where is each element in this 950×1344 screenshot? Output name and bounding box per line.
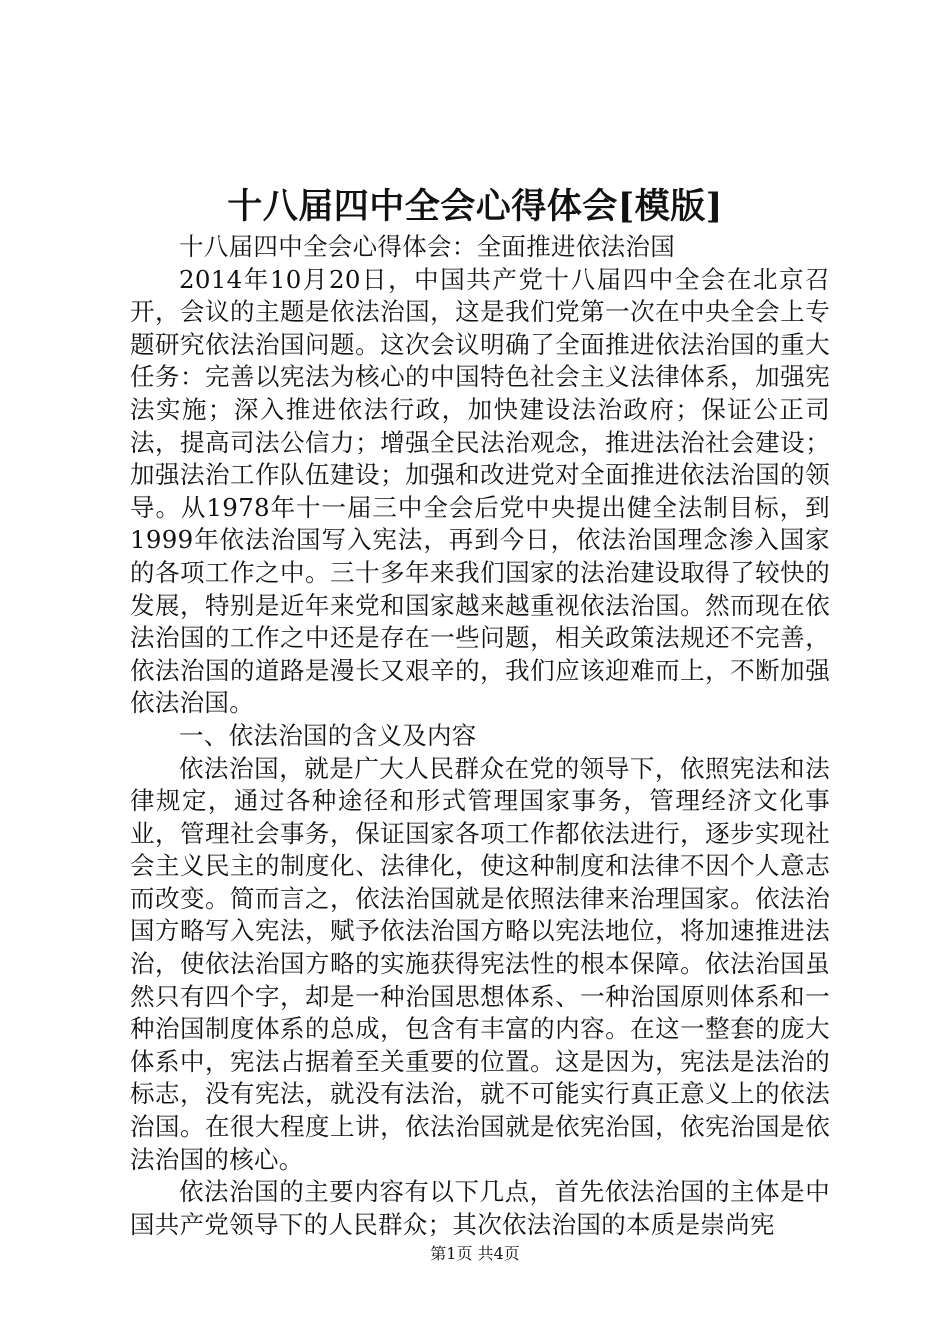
definition-paragraph: 依法治国，就是广大人民群众在党的领导下，依照宪法和法律规定，通过各种途径和形式管理国家事务，管理经济文化事业，管理社会事务，保证国家各项工作都依法进行，逐步实现社会主义民主的制度化、法律化，使这种制度和法律不因个人意志而改变。简而言之，依法治国就是依照法律来治理国家。依法治国方略写入宪法，赋予依法治国方略以宪法地位，将加速推进法治，使依法治国方略的实施获得宪法性的根本保障。依法治国虽然只有四个字，却是一种治国思想体系、一种治国原则体系和一种治国制度体系的总成，包含有丰富的内容。在这一整套的庞大体系中，宪法占据着至关重要的位置。这是因为，宪法是法治的标志，没有宪法，就没有法治，就不可能实行真正意义上的依法治国。在很大程度上讲，依法治国就是依宪治国，依宪治国是依法治国的核心。: [130, 753, 830, 1174]
section-heading: 一、依法治国的含义及内容: [179, 720, 477, 750]
document-body: [130, 231, 830, 1241]
subtitle-paragraph: 十八届四中全会心得体会：全面推进依法治国: [179, 232, 675, 261]
intro-paragraph: 2014年10月20日，中国共产党十八届四中全会在北京召开，会议的主题是依法治国，这是我们党第一次在中央全会上专题研究依法治国问题。这次会议明确了全面推进依法治国的重大任务：完善以宪法为核心的中国特色社会主义法律体系，加强宪法实施；深入推进依法行政，加快建设法治政府；保证公正司法，提高司法公信力；增强全民法治观念，推进法治社会建设；加强法治工作队伍建设；加强和改进党对全面推进依法治国的领导。从1978年十一届三中全会后党中央提出健全法制目标，到1999年依法治国写入宪法，再到今日，依法治国理念渗入国家的各项工作之中。三十多年来我们国家的法治建设取得了较快的发展，特别是近年来党和国家越来越重视依法治国。然而现在依法治国的工作之中还是存在一些问题，相关政策法规还不完善，依法治国的道路是漫长又艰辛的，我们应该迎难而上，不断加强依法治国。: [130, 264, 830, 718]
document-title: 十八届四中全会心得体会[模版]: [227, 186, 723, 227]
content-paragraph: 依法治国的主要内容有以下几点，首先依法治国的主体是中国共产党领导下的人民群众；其次依法治国的本质是崇尚宪: [130, 1177, 830, 1239]
page-footer: 第1页 共4页: [430, 1244, 520, 1263]
